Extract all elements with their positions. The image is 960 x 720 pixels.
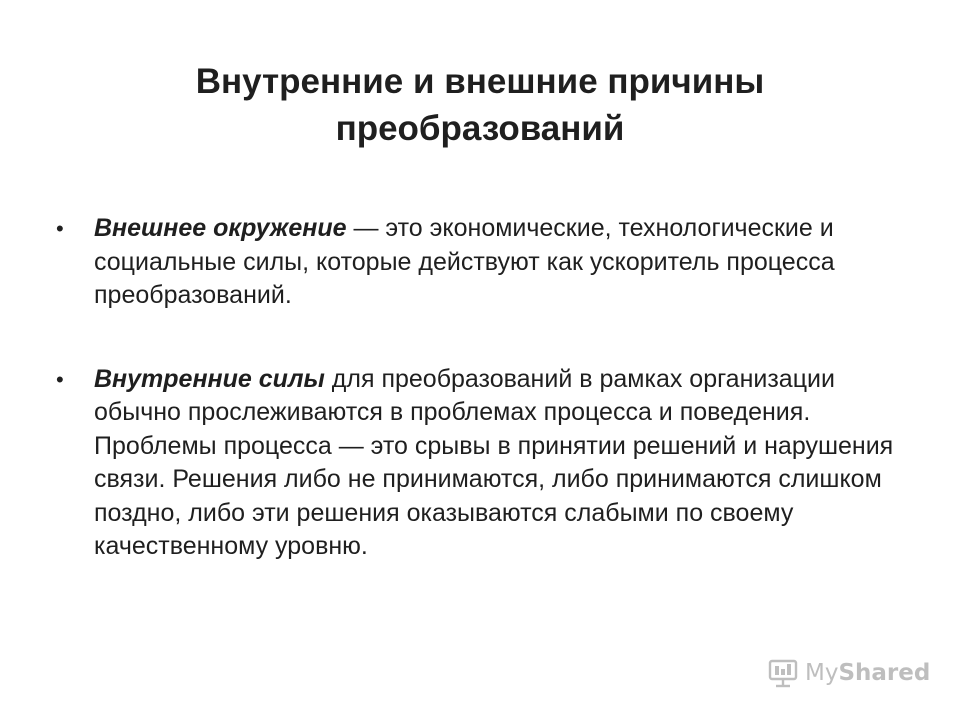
bullet-list — [56, 212, 916, 564]
bullet-marker: • — [56, 366, 64, 392]
bullet-text — [94, 363, 916, 564]
presentation-board-icon — [767, 657, 799, 689]
bullet-item-external — [56, 212, 916, 313]
title-line-1: Внутренние и внешние причины — [195, 62, 765, 101]
watermark-prefix: My — [805, 660, 839, 686]
slide-title — [80, 58, 880, 152]
bullet-body: для преобразований в рамках организации обычно прослеживаются в проблемах процесса и поведения. Проблемы процесса — это срывы в принятии решений и нарушения связи. Решения либо не принимаются, либо принимаются слишком поздно, либо эти решения оказываются слабыми по своему качественному уровню. — [94, 364, 894, 560]
bullet-body: — это экономические, технологические и социальные силы, которые действуют как ускоритель процесса преобразований. — [94, 214, 835, 309]
bullet-marker: • — [56, 216, 64, 241]
bullet-term: Внутренние силы — [94, 364, 325, 393]
watermark — [767, 656, 930, 690]
watermark-suffix: Shared — [838, 660, 931, 686]
bullet-text — [94, 212, 916, 313]
watermark-text — [805, 660, 930, 686]
title-line-2: преобразований — [335, 109, 625, 148]
bullet-item-internal — [56, 363, 916, 564]
bullet-term: Внешнее окружение — [94, 214, 347, 242]
